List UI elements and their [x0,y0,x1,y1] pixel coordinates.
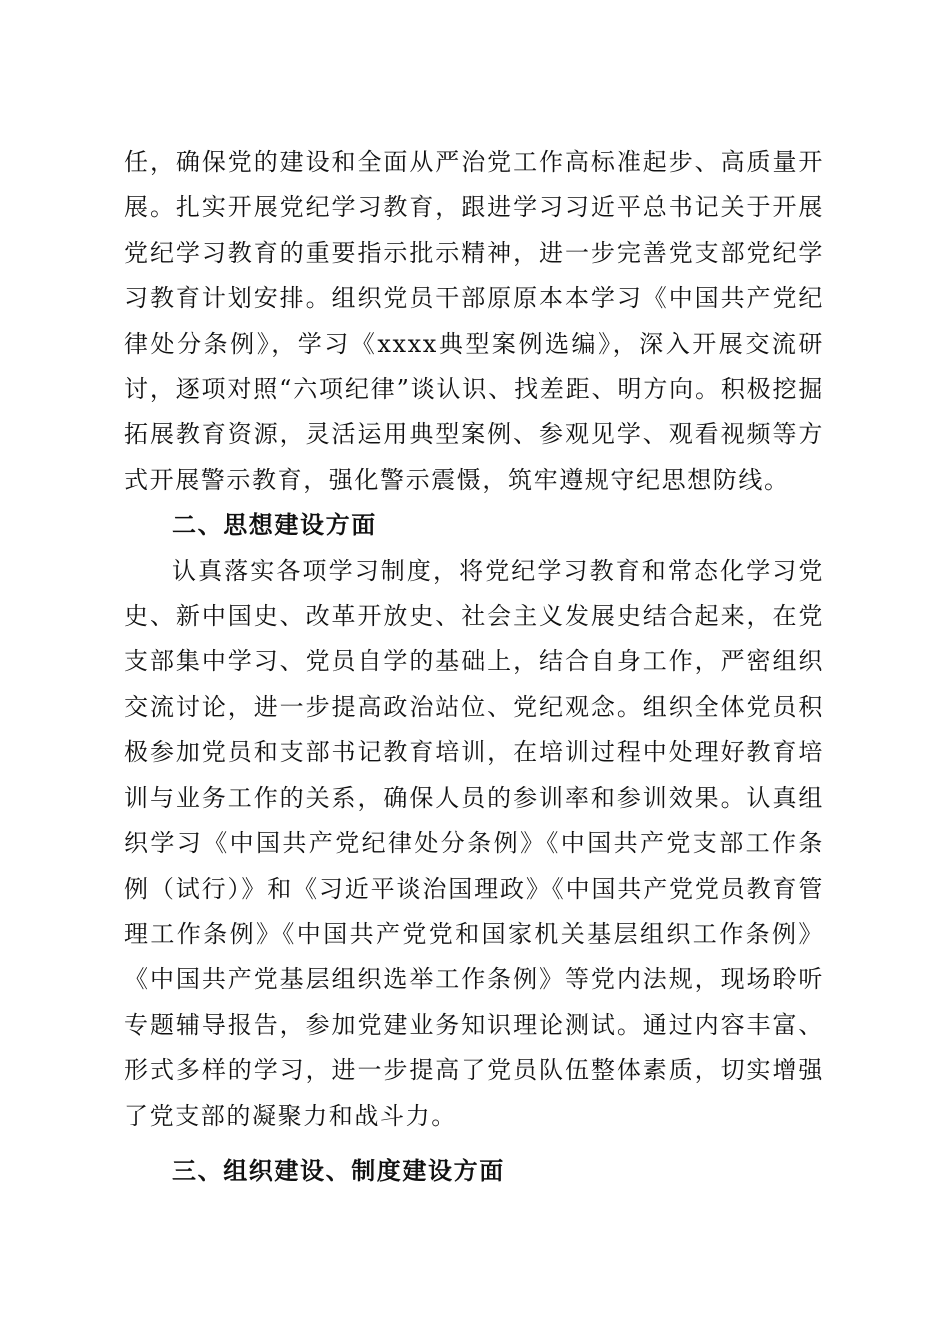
section-heading-ideology: 二、思想建设方面 [172,511,377,540]
document-body [124,140,824,1194]
section-heading-organization: 三、组织建设、制度建设方面 [172,1156,505,1185]
paragraph-continuation: 任，确保党的建设和全面从严治党工作高标准起步、高质量开展。扎实开展党纪学习教育，跟进学习习近平总书记关于开展党纪学习教育的重要指示批示精神，进一步完善党支部党纪学习教育计划安排。组织党员干部原原本本学习《中国共产党纪律处分条例》，学习《xxxx典型案例选编》，深入开展交流研讨，逐项对照“六项纪律”谈认识、找差距、明方向。积极挖掘拓展教育资源，灵活运用典型案例、参观见学、观看视频等方式开展警示教育，强化警示震慑，筑牢遵规守纪思想防线。 [124,148,824,494]
paragraph-ideology: 认真落实各项学习制度，将党纪学习教育和常态化学习党史、新中国史、改革开放史、社会主义发展史结合起来，在党支部集中学习、党员自学的基础上，结合自身工作，严密组织交流讨论，进一步提高政治站位、党纪观念。组织全体党员积极参加党员和支部书记教育培训，在培训过程中处理好教育培训与业务工作的关系，确保人员的参训率和参训效果。认真组织学习《中国共产党纪律处分条例》《中国共产党支部工作条例（试行）》和《习近平谈治国理政》《中国共产党党员教育管理工作条例》《中国共产党党和国家机关基层组织工作条例》《中国共产党基层组织选举工作条例》等党内法规，现场聆听专题辅导报告，参加党建业务知识理论测试。通过内容丰富、形式多样的学习，进一步提高了党员队伍整体素质，切实增强了党支部的凝聚力和战斗力。 [124,556,824,1130]
